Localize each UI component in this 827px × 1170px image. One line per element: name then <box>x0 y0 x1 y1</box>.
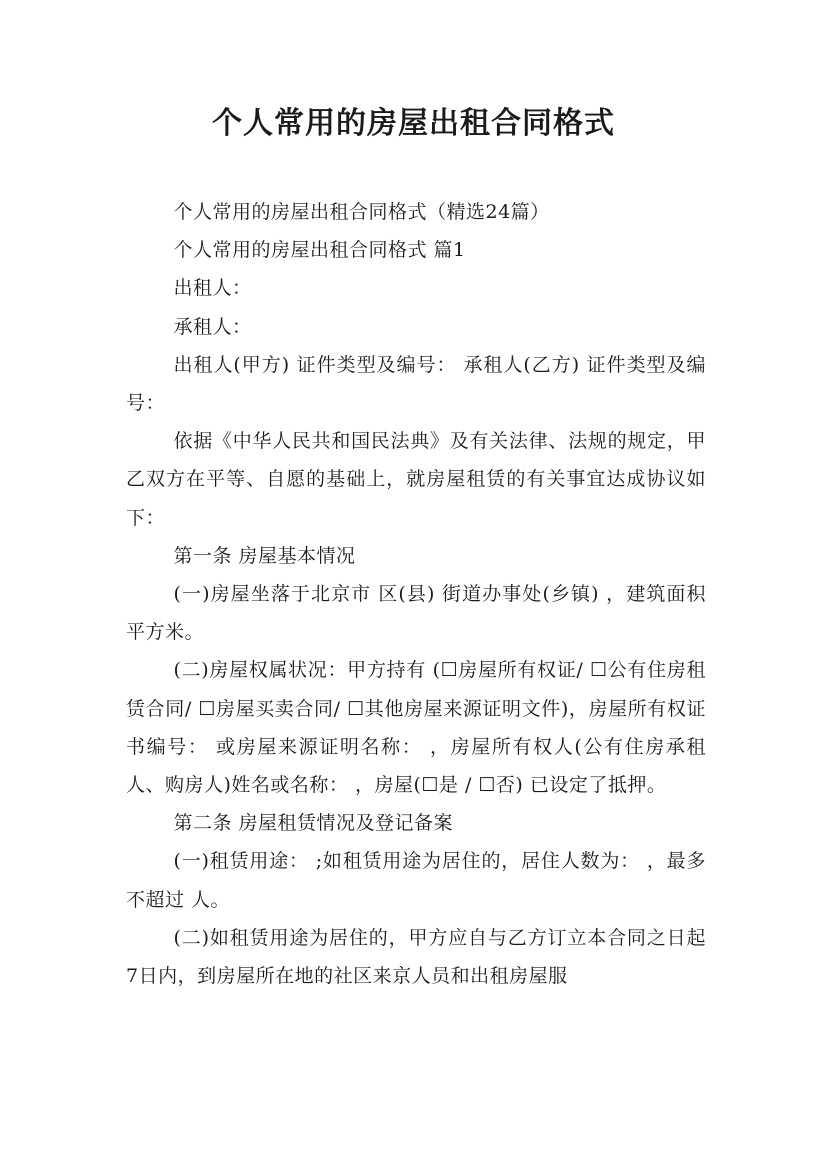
paragraph-lessor: 出租人： <box>173 277 252 300</box>
paragraph-article-2-item-2: (二)如租赁用途为居住的，甲方应自与乙方订立本合同之日起7日内，到房屋所在地的社区来京人员和出租房屋服 <box>126 926 706 988</box>
paragraph-article-2-heading: 第二条 房屋租赁情况及登记备案 <box>173 812 454 835</box>
paragraph-legal-basis: 依据《中华人民共和国民法典》及有关法律、法规的规定，甲乙双方在平等、自愿的基础上，就房屋租赁的有关事宜达成协议如下： <box>126 430 706 529</box>
paragraph-subtitle: 个人常用的房屋出租合同格式（精选24篇） <box>173 201 550 223</box>
document-title: 个人常用的房屋出租合同格式 <box>212 106 615 141</box>
document-body <box>126 193 706 995</box>
paragraph-article-1-item-2: (二)房屋权属状况：甲方持有 (☐房屋所有权证/ ☐公有住房租赁合同/ ☐房屋买卖合同/ ☐其他房屋来源证明文件)，房屋所有权证书编号： 或房屋来源证明名称： ，房屋所有权人(公有住房承租人、购房人)姓名或名称： ，房屋(☐是 / ☐否) 已设定了抵押。 <box>126 659 706 797</box>
paragraph-section-heading: 个人常用的房屋出租合同格式 篇1 <box>173 239 466 262</box>
paragraph-lessee: 承租人： <box>173 315 252 338</box>
paragraph-article-1-item-1: (一)房屋坐落于北京市 区(县) 街道办事处(乡镇) ，建筑面积 平方米。 <box>126 583 706 644</box>
paragraph-article-1-heading: 第一条 房屋基本情况 <box>173 544 356 567</box>
paragraph-article-2-item-1: (一)租赁用途： ;如租赁用途为居住的，居住人数为： ，最多不超过 人。 <box>126 850 706 911</box>
paragraph-id-info: 出租人(甲方) 证件类型及编号： 承租人(乙方) 证件类型及编号： <box>126 353 706 415</box>
